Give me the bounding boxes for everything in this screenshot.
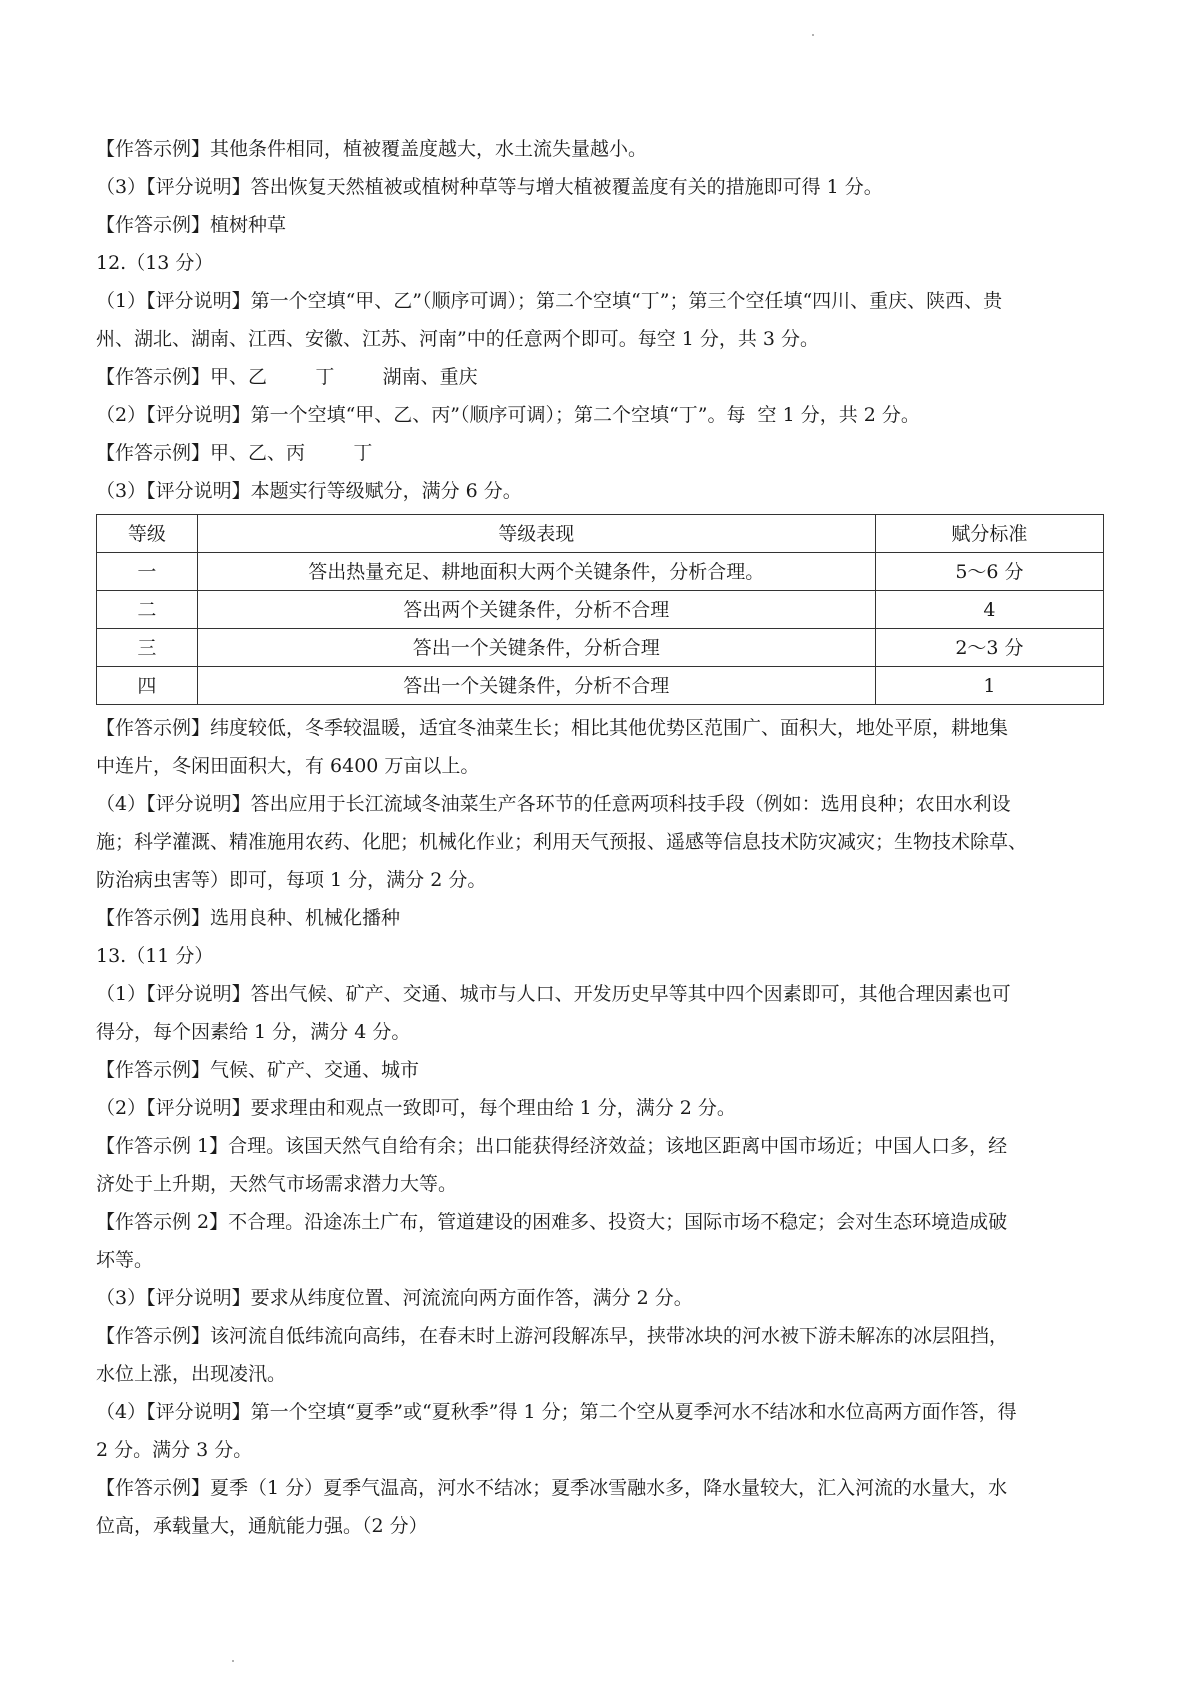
text-line: （3）【评分说明】本题实行等级赋分，满分 6 分。 — [96, 480, 522, 502]
cell-performance: 答出一个关键条件，分析不合理 — [197, 667, 875, 705]
text-line: 2 分。满分 3 分。 — [96, 1439, 253, 1461]
cell-performance: 答出两个关键条件，分析不合理 — [197, 591, 875, 629]
text-line: （2）【评分说明】要求理由和观点一致即可，每个理由给 1 分，满分 2 分。 — [96, 1097, 736, 1119]
text-line: 【作答示例】纬度较低，冬季较温暖，适宜冬油菜生长；相比其他优势区范围广、面积大，地处平原，耕地集 — [96, 717, 1009, 739]
text-line: 【作答示例】植树种草 — [96, 214, 287, 236]
question-heading: 12.（13 分） — [96, 252, 214, 274]
text-line: 防治病虫害等）即可，每项 1 分，满分 2 分。 — [96, 869, 487, 891]
text-line: 【作答示例 2】不合理。沿途冻土广布，管道建设的困难多、投资大；国际市场不稳定；会对生态环境造成破 — [96, 1211, 1008, 1233]
table-row — [97, 629, 1104, 667]
cell-level: 四 — [97, 667, 198, 705]
table-row — [97, 591, 1104, 629]
text-line: 【作答示例 1】合理。该国天然气自给有余；出口能获得经济效益；该地区距离中国市场近；中国人口多，经 — [96, 1135, 1008, 1157]
cell-level: 三 — [97, 629, 198, 667]
cell-performance: 答出一个关键条件，分析合理 — [197, 629, 875, 667]
text-line: 位高，承载量大，通航能力强。（2 分） — [96, 1515, 428, 1537]
cell-level: 二 — [97, 591, 198, 629]
text-line: 中连片，冬闲田面积大，有 6400 万亩以上。 — [96, 755, 480, 777]
section-top — [96, 130, 1108, 510]
text-line: 【作答示例】甲、乙 丁 湖南、重庆 — [96, 366, 478, 388]
text-line: （3）【评分说明】要求从纬度位置、河流流向两方面作答，满分 2 分。 — [96, 1287, 693, 1309]
scan-speck-bottom — [232, 1660, 234, 1662]
cell-score: 5～6 分 — [875, 553, 1103, 591]
cell-performance: 答出热量充足、耕地面积大两个关键条件，分析合理。 — [197, 553, 875, 591]
scan-speck-top — [812, 34, 814, 36]
text-line: 济处于上升期，天然气市场需求潜力大等。 — [96, 1173, 458, 1195]
text-line: 【作答示例】气候、矿产、交通、城市 — [96, 1059, 420, 1081]
header-performance: 等级表现 — [197, 515, 875, 553]
header-level: 等级 — [97, 515, 198, 553]
question-heading: 13.（11 分） — [96, 945, 214, 967]
text-line: 【作答示例】夏季（1 分）夏季气温高，河水不结冰；夏季冰雪融水多，降水量较大，汇入河流的水量大，水 — [96, 1477, 1008, 1499]
text-line: 【作答示例】选用良种、机械化播种 — [96, 907, 401, 929]
text-line: 州、湖北、湖南、江西、安徽、江苏、河南”中的任意两个即可。每空 1 分，共 3 分。 — [96, 328, 820, 350]
table-header-row — [97, 515, 1104, 553]
text-line: （1）【评分说明】答出气候、矿产、交通、城市与人口、开发历史早等其中四个因素即可，其他合理因素也可 — [96, 983, 1011, 1005]
cell-score: 4 — [875, 591, 1103, 629]
header-score: 赋分标准 — [875, 515, 1103, 553]
text-line: 【作答示例】甲、乙、丙 丁 — [96, 442, 373, 464]
text-line: （2）【评分说明】第一个空填“甲、乙、丙”（顺序可调）；第二个空填“丁”。每 空 1 分，共 2 分。 — [96, 404, 920, 426]
text-line: 施；科学灌溉、精准施用农药、化肥；机械化作业；利用天气预报、遥感等信息技术防灾减灾；生物技术除草、 — [96, 831, 1028, 853]
cell-score: 1 — [875, 667, 1103, 705]
text-line: 【作答示例】其他条件相同，植被覆盖度越大，水土流失量越小。 — [96, 138, 648, 160]
answer-key-page — [96, 130, 1108, 1545]
text-line: 【作答示例】该河流自低纬流向高纬，在春末时上游河段解冻早，挟带冰块的河水被下游未解冻的冰层阻挡， — [96, 1325, 1009, 1347]
cell-level: 一 — [97, 553, 198, 591]
grading-table — [96, 514, 1104, 705]
text-line: 得分，每个因素给 1 分，满分 4 分。 — [96, 1021, 411, 1043]
text-line: 坏等。 — [96, 1249, 154, 1271]
text-line: （3）【评分说明】答出恢复天然植被或植树种草等与增大植被覆盖度有关的措施即可得 1 分。 — [96, 176, 883, 198]
text-line: （4）【评分说明】第一个空填“夏季”或“夏秋季”得 1 分；第二个空从夏季河水不结冰和水位高两方面作答，得 — [96, 1401, 1017, 1423]
table-row — [97, 667, 1104, 705]
text-line: 水位上涨，出现凌汛。 — [96, 1363, 287, 1385]
cell-score: 2～3 分 — [875, 629, 1103, 667]
section-bottom — [96, 709, 1108, 1545]
text-line: （1）【评分说明】第一个空填“甲、乙”（顺序可调）；第二个空填“丁”；第三个空任填“四川、重庆、陕西、贵 — [96, 290, 1003, 312]
table-row — [97, 553, 1104, 591]
text-line: （4）【评分说明】答出应用于长江流域冬油菜生产各环节的任意两项科技手段（例如：选用良种；农田水利设 — [96, 793, 1011, 815]
